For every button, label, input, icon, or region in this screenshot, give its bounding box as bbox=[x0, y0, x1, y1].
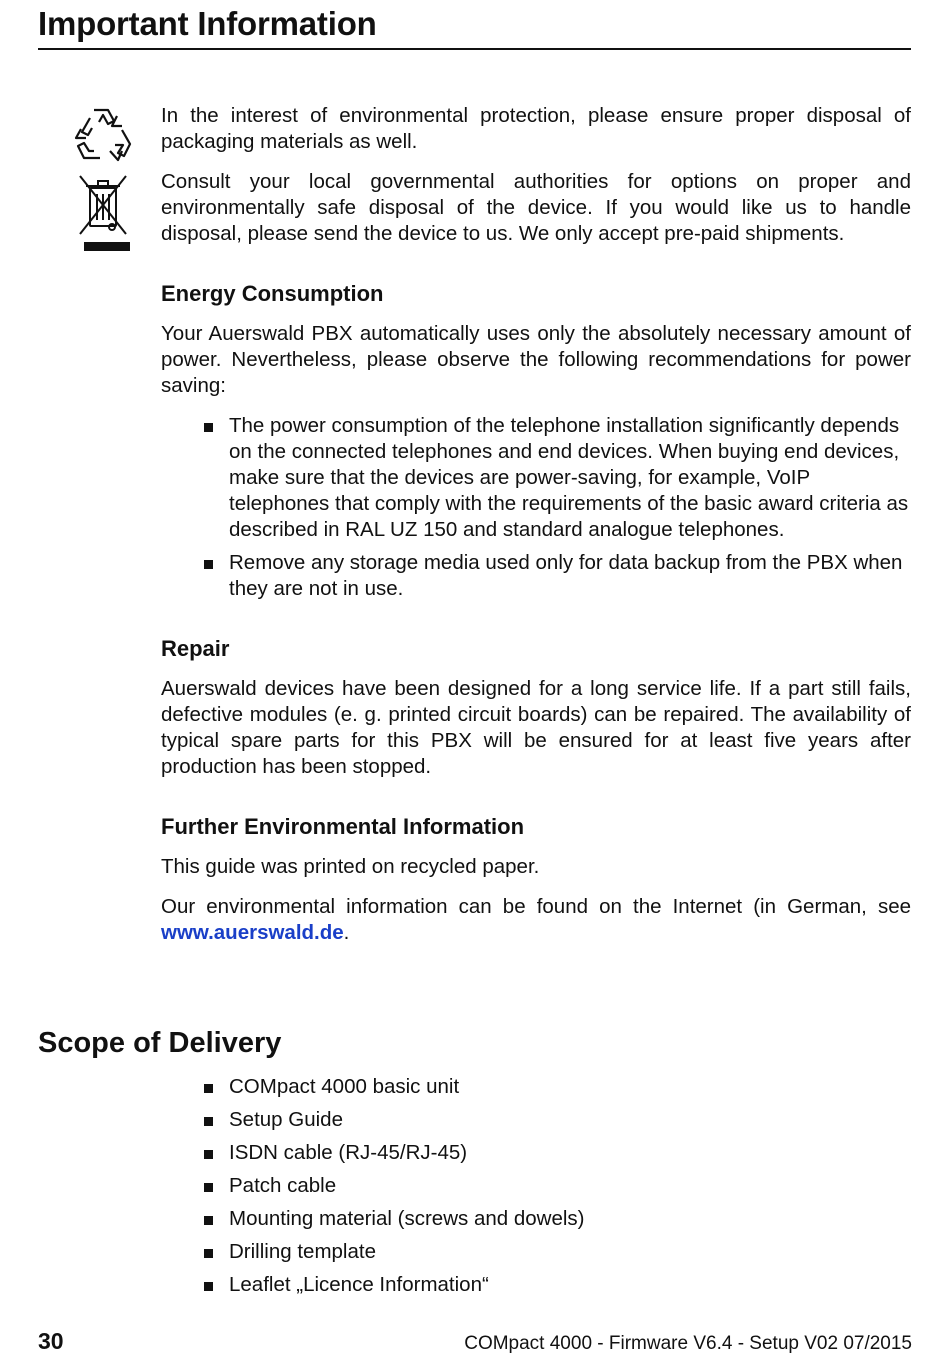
page-title: Important Information bbox=[38, 5, 377, 42]
crossed-out-bin-icon bbox=[70, 172, 136, 254]
list-item: Mounting material (screws and dowels) bbox=[229, 1206, 929, 1239]
repair-heading: Repair bbox=[161, 636, 230, 661]
list-item: Remove any storage media used only for data backup from the PBX when they are not in use. bbox=[229, 550, 911, 602]
list-item: COMpact 4000 basic unit bbox=[229, 1074, 929, 1107]
page-header bbox=[38, 4, 911, 50]
packaging-disposal-paragraph: In the interest of environmental protection, please ensure proper disposal of packaging materials as well. bbox=[161, 104, 911, 153]
list-item: Drilling template bbox=[229, 1239, 929, 1272]
internet-info-text: Our environmental information can be found on the Internet (in German, see bbox=[161, 895, 911, 918]
internet-info-end: . bbox=[343, 921, 350, 944]
list-item: Leaflet „Licence Information“ bbox=[229, 1272, 929, 1305]
repair-paragraph: Auerswald devices have been designed for a long service life. If a part still fails, defective modules (e. g. printed circuit boards) can be repaired. The availability of typical spare parts for this PBX will be ensured for at least five years after production has been stopped. bbox=[161, 677, 911, 778]
internet-info-paragraph bbox=[161, 894, 911, 946]
list-item: The power consumption of the telephone installation significantly depends on the connected telephones and end devices. When buying end devices, make sure that the devices are power-saving, for example, VoIP telephones that comply with the requirements of the basic award criteria as described in RAL UZ 150 and standard analogue telephones. bbox=[229, 413, 911, 543]
energy-intro-paragraph: Your Auerswald PBX automatically uses only the absolutely necessary amount of power. Nevertheless, please observe the following recommendations for power saving: bbox=[161, 322, 911, 397]
list-item: Patch cable bbox=[229, 1173, 929, 1206]
disposal-icons bbox=[70, 104, 136, 254]
footer-document-info: COMpact 4000 - Firmware V6.4 - Setup V02 07/2015 bbox=[464, 1333, 912, 1354]
device-disposal-paragraph: Consult your local governmental authorities for options on proper and environmentally safe disposal of the device. If you would like us to handle disposal, please send the device to us. We only accept pre-paid shipments. bbox=[161, 170, 911, 245]
auerswald-website-link[interactable]: www.auerswald.de bbox=[161, 921, 344, 944]
page-number: 30 bbox=[38, 1328, 64, 1354]
energy-consumption-heading: Energy Consumption bbox=[161, 281, 384, 306]
list-item: Setup Guide bbox=[229, 1107, 929, 1140]
scope-of-delivery-heading: Scope of Delivery bbox=[38, 1027, 282, 1059]
scope-of-delivery-list bbox=[161, 1074, 929, 1305]
recycle-icon bbox=[70, 104, 136, 166]
recycled-paper-paragraph: This guide was printed on recycled paper. bbox=[161, 855, 540, 878]
further-info-heading: Further Environmental Information bbox=[161, 814, 525, 839]
main-content bbox=[161, 103, 911, 960]
energy-recommendations-list bbox=[161, 413, 911, 602]
list-item: ISDN cable (RJ-45/RJ-45) bbox=[229, 1140, 929, 1173]
